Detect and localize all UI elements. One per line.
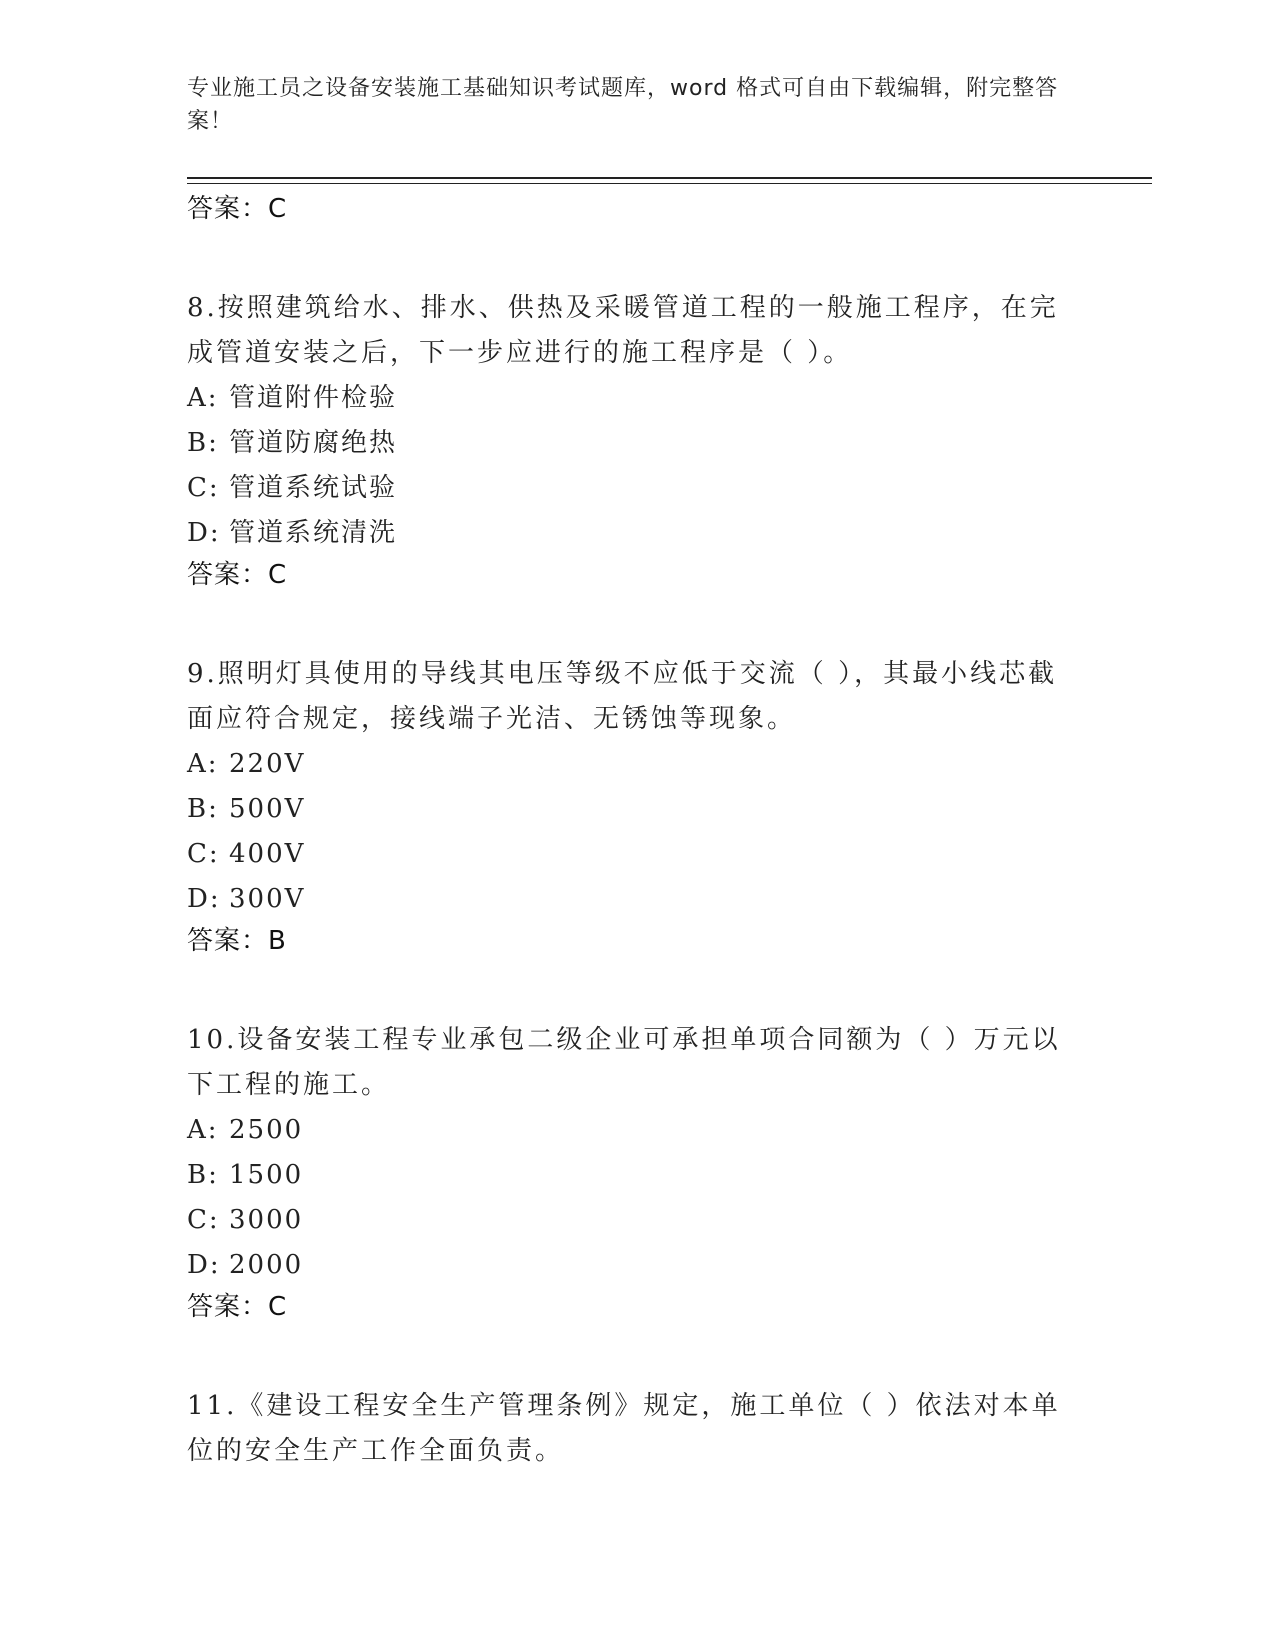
option-a bbox=[187, 742, 1087, 787]
option-letter: B: bbox=[187, 794, 219, 824]
option-d bbox=[187, 511, 1087, 556]
option-text: 管道系统试验 bbox=[229, 473, 398, 503]
option-letter: C: bbox=[187, 1205, 220, 1235]
option-letter: A: bbox=[187, 749, 219, 779]
option-b bbox=[187, 421, 1087, 466]
question-10 bbox=[187, 1018, 1087, 1324]
option-text: 2000 bbox=[229, 1250, 304, 1280]
option-letter: A: bbox=[187, 383, 219, 413]
question-answer: 答案：B bbox=[187, 926, 287, 956]
question-answer: 答案：C bbox=[187, 1292, 288, 1322]
header-divider-thick bbox=[187, 177, 1152, 179]
option-text: 3000 bbox=[229, 1205, 304, 1235]
option-text: 500V bbox=[229, 794, 306, 824]
question-list bbox=[187, 192, 1087, 1474]
option-c bbox=[187, 466, 1087, 511]
option-letter: D: bbox=[187, 884, 221, 914]
option-a bbox=[187, 376, 1087, 421]
question-stem: 9.照明灯具使用的导线其电压等级不应低于交流（ ），其最小线芯截面应符合规定，接线端子光洁、无锈蚀等现象。 bbox=[187, 659, 1058, 734]
question-stem: 8.按照建筑给水、排水、供热及采暖管道工程的一般施工程序，在完成管道安装之后，下一步应进行的施工程序是（ ）。 bbox=[187, 293, 1059, 368]
option-text: 300V bbox=[229, 884, 306, 914]
option-letter: B: bbox=[187, 428, 219, 458]
option-c bbox=[187, 1198, 1087, 1243]
question-11 bbox=[187, 1384, 1087, 1474]
option-d bbox=[187, 1243, 1087, 1288]
option-text: 2500 bbox=[229, 1115, 304, 1145]
option-letter: D: bbox=[187, 1250, 221, 1280]
option-letter: A: bbox=[187, 1115, 219, 1145]
question-answer: 答案：C bbox=[187, 560, 288, 590]
document-header: 专业施工员之设备安装施工基础知识考试题库，word 格式可自由下载编辑，附完整答案！ bbox=[187, 76, 1059, 134]
option-text: 管道附件检验 bbox=[229, 383, 398, 413]
option-letter: D: bbox=[187, 518, 221, 548]
option-text: 400V bbox=[229, 839, 306, 869]
option-c bbox=[187, 832, 1087, 877]
question-8 bbox=[187, 286, 1087, 592]
header-divider-thin bbox=[187, 183, 1152, 184]
option-b bbox=[187, 1153, 1087, 1198]
option-text: 1500 bbox=[229, 1160, 304, 1190]
question-9 bbox=[187, 652, 1087, 958]
previous-answer: 答案：C bbox=[187, 194, 288, 224]
question-stem: 11.《建设工程安全生产管理条例》规定，施工单位（ ）依法对本单位的安全生产工作全面负责。 bbox=[187, 1391, 1061, 1466]
option-letter: C: bbox=[187, 839, 220, 869]
option-text: 管道防腐绝热 bbox=[229, 428, 398, 458]
question-stem: 10.设备安装工程专业承包二级企业可承担单项合同额为（ ）万元以下工程的施工。 bbox=[187, 1025, 1061, 1100]
option-text: 管道系统清洗 bbox=[229, 518, 398, 548]
option-text: 220V bbox=[229, 749, 306, 779]
option-d bbox=[187, 877, 1087, 922]
option-a bbox=[187, 1108, 1087, 1153]
option-b bbox=[187, 787, 1087, 832]
option-letter: B: bbox=[187, 1160, 219, 1190]
option-letter: C: bbox=[187, 473, 220, 503]
